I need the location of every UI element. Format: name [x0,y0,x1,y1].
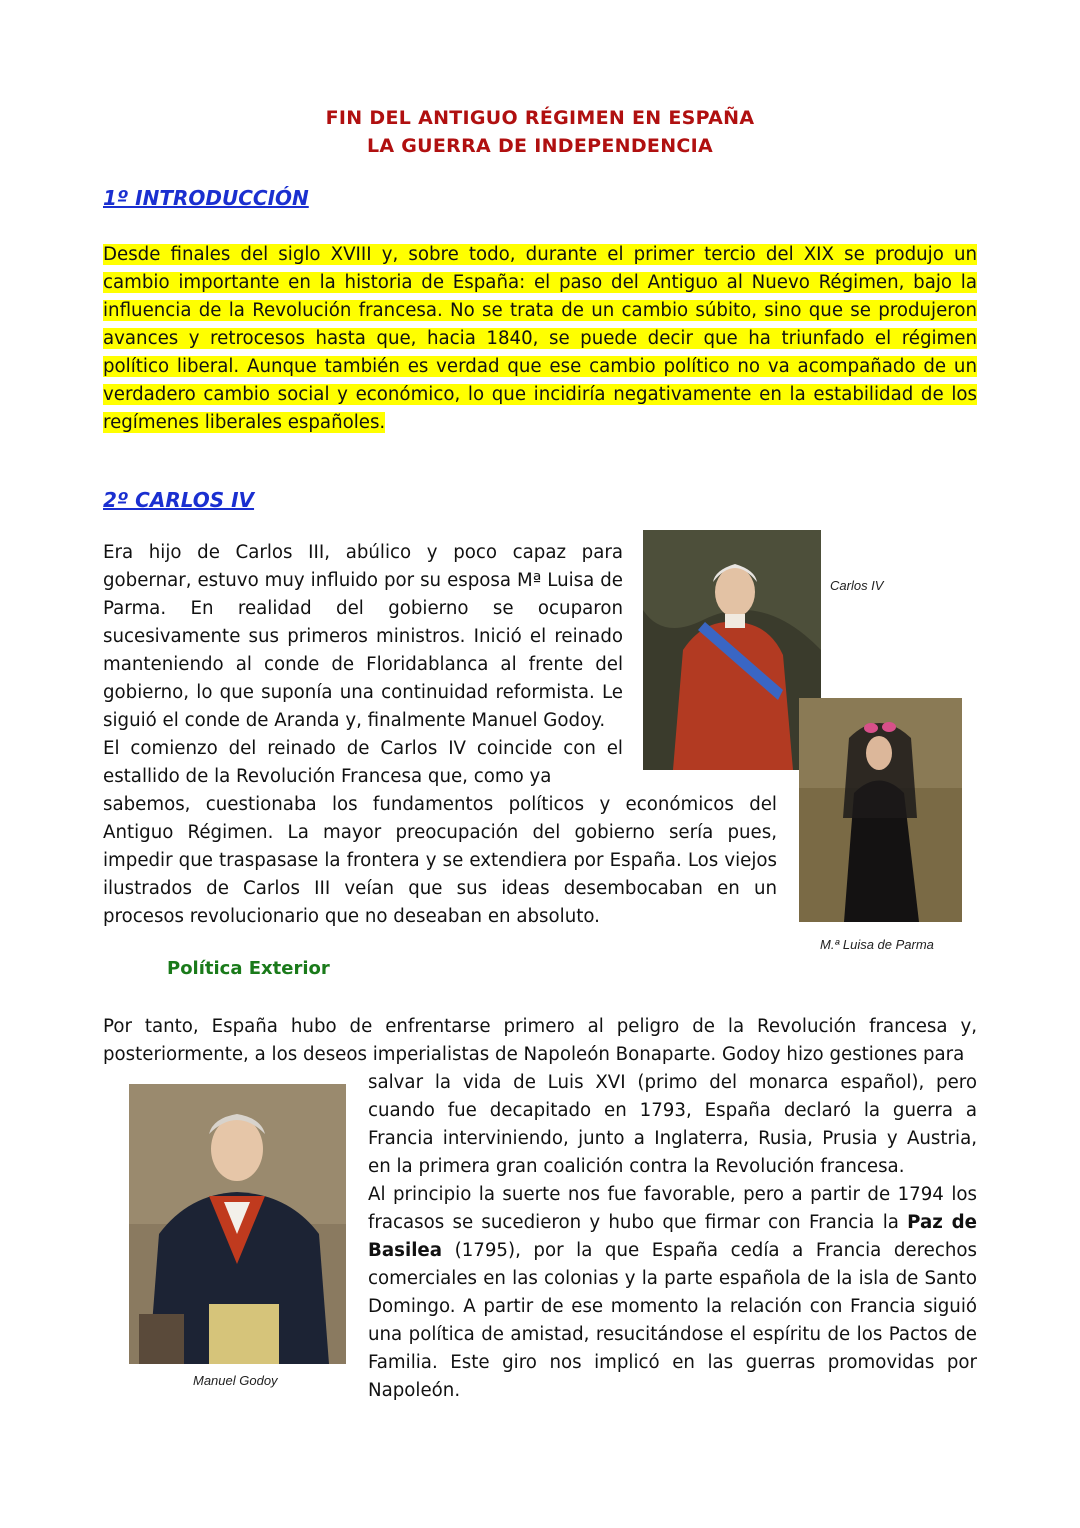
exterior-body-text-1: salvar la vida de Luis XVI (primo del monarca español), pero cuando fue decapitado en 1793, España declaró la guerra a Francia interviniendo, junto a Inglaterra, Rusia, Prusia y Austria, en la primera gran coalición contra la Revolución francesa. [368,1072,977,1177]
manuel-godoy-caption: Manuel Godoy [193,1373,278,1388]
exterior-body-text-2-start: Al principio la suerte nos fue favorable, pero a partir de 1794 los fracasos se sucedieron y hubo que firmar con Francia la [368,1184,977,1233]
revolution-paragraph-top: El comienzo del reinado de Carlos IV coincide con el estallido de la Revolución Francesa que, como ya [103,738,623,787]
carlos-paragraph-text: Era hijo de Carlos III, abúlico y poco capaz para gobernar, estuvo muy influido por su esposa Mª Luisa de Parma. En realidad del gobierno se ocuparon sucesivamente sus primeros ministros. Inició el reinado manteniendo al conde de Floridablanca al frente del gobierno, lo que suponía una continuidad reformista. Le siguió el conde de Aranda y, finalmente Manuel Godoy. [103,542,623,731]
exterior-body-paragraph [368,1069,977,1405]
section-heading-carlos-iv: 2º CARLOS IV [103,488,255,512]
section-heading-introduccion: 1º INTRODUCCIÓN [103,186,309,210]
carlos-iv-caption: Carlos IV [830,578,884,593]
exterior-body-text-2-end: (1795), por la que España cedía a Francia derechos comerciales en las colonias y la parte española de la isla de Santo Domingo. A partir de ese momento la relación con Francia siguió una política de amistad, resucitándose el espíritu de los Pactos de Familia. Este giro nos implicó en las guerras promovidas por Napoleón. [368,1240,977,1401]
manuel-godoy-portrait [129,1084,346,1364]
carlos-iv-portrait [643,530,821,770]
maria-luisa-portrait [799,698,962,922]
document-title-line2: LA GUERRA DE INDEPENDENCIA [366,135,714,157]
document-title-line1: FIN DEL ANTIGUO RÉGIMEN EN ESPAÑA [325,107,755,129]
exterior-intro-paragraph: Por tanto, España hubo de enfrentarse primero al peligro de la Revolución francesa y, posteriormente, a los deseos imperialistas de Napoleón Bonaparte. Godoy hizo gestiones para [103,1016,977,1065]
intro-highlighted-text: Desde finales del siglo XVIII y, sobre todo, durante el primer tercio del XIX se produjo un cambio importante en la historia de España: el paso del Antiguo al Nuevo Régimen, bajo la influencia de la Revolución francesa. No se trata de un cambio súbito, sino que se produjeron avances y retrocesos hasta que, hacia 1840, se puede decir que ha triunfado el régimen político liberal. Aunque también es verdad que ese cambio político no va acompañado de un verdadero cambio social y económico, lo que incidiría negativamente en la estabilidad de los regímenes liberales españoles. [103,244,977,433]
paz-de-basilea-term: Paz de Basilea [368,1212,977,1261]
carlos-paragraph [103,539,623,791]
revolution-paragraph-bottom: sabemos, cuestionaba los fundamentos políticos y económicos del Antiguo Régimen. La mayor preocupación del gobierno sería pues, impedir que traspasase la frontera y se extendiera por España. Los viejos ilustrados de Carlos III veían que sus ideas desembocaban en un procesos revolucionario que no deseaban en absoluto. [103,794,777,927]
intro-paragraph [103,241,977,437]
maria-luisa-caption: M.ª Luisa de Parma [820,937,934,952]
politica-exterior-heading: Política Exterior [167,958,330,979]
